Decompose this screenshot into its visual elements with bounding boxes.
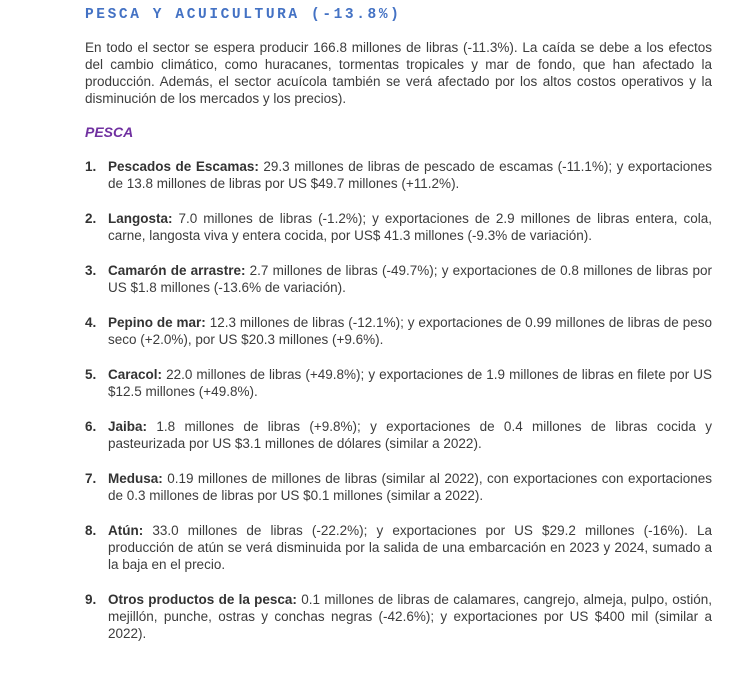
item-label: Medusa: [108, 471, 163, 486]
item-label: Otros productos de la pesca: [108, 592, 297, 607]
list-item-camaron-de-arrastre [85, 262, 712, 296]
item-description: 22.0 millones de libras (+49.8%); y exportaciones de 1.9 millones de libras en filete por US $12.5 millones (+49.8%). [108, 367, 712, 399]
item-number: 4. [85, 315, 97, 330]
item-description: 0.1 millones de libras de calamares, cangrejo, almeja, pulpo, ostión, mejillón, punche, ostras y conchas negras (-42.6%); y exportaciones por US $400 mil (similar a 2022). [108, 592, 712, 641]
item-number: 3. [85, 263, 97, 278]
item-text [108, 470, 712, 504]
item-number: 8. [85, 523, 97, 538]
list-item-atun [85, 522, 712, 573]
item-description: 29.3 millones de libras de pescado de escamas (-11.1%); y exportaciones de 13.8 millones de libras por US $49.7 millones (+11.2%). [108, 159, 712, 191]
item-label: Pescados de Escamas: [108, 159, 259, 174]
list-item-langosta [85, 210, 712, 244]
item-number: 6. [85, 419, 97, 434]
list-item-caracol [85, 366, 712, 400]
item-text [108, 158, 712, 192]
item-description: 1.8 millones de libras (+9.8%); y exportaciones de 0.4 millones de libras cocida y pasteurizada por US $3.1 millones de dólares (similar a 2022). [108, 419, 712, 451]
item-number: 2. [85, 211, 97, 226]
list-item-medusa [85, 470, 712, 504]
item-text [108, 314, 712, 348]
item-label: Pepino de mar: [108, 315, 206, 330]
list-item-pescados-de-escamas [85, 158, 712, 192]
item-description: 0.19 millones de millones de libras (similar al 2022), con exportaciones con exportaciones de 0.3 millones de libras por US $0.1 millones (similar a 2022). [108, 471, 712, 503]
item-text [108, 522, 712, 573]
item-number: 5. [85, 367, 97, 382]
item-number: 7. [85, 471, 97, 486]
document-title: PESCA Y ACUICULTURA (-13.8%) [85, 7, 402, 23]
item-label: Jaiba: [108, 419, 148, 434]
item-text [108, 262, 712, 296]
item-description: 2.7 millones de libras (-49.7%); y exportaciones de 0.8 millones de libras por US $1.8 millones (-13.6% de variación). [108, 263, 712, 295]
item-label: Camarón de arrastre: [108, 263, 246, 278]
item-description: 33.0 millones de libras (-22.2%); y exportaciones por US $29.2 millones (-16%). La producción de atún se verá disminuida por la salida de una embarcación en 2023 y 2024, sumado a la baja en el precio. [108, 523, 712, 572]
item-description: 12.3 millones de libras (-12.1%); y exportaciones de 0.99 millones de libras de peso seco (+2.0%), por US $20.3 millones (+9.6%). [108, 315, 712, 347]
list-item-otros-productos [85, 591, 712, 642]
item-text [108, 366, 712, 400]
item-text [108, 418, 712, 452]
item-label: Langosta: [108, 211, 173, 226]
numbered-list [85, 158, 712, 642]
intro-paragraph: En todo el sector se espera producir 166.8 millones de libras (-11.3%). La caída se debe a los efectos del cambio climático, como huracanes, tormentas tropicales y mar de fondo, que han afectado la producción. Además, el sector acuícola también se verá afectado por los altos costos operativos y la disminución de los mercados y los precios). [85, 40, 712, 106]
item-label: Atún: [108, 523, 144, 538]
item-number: 9. [85, 592, 97, 607]
list-item-jaiba [85, 418, 712, 452]
item-text [108, 591, 712, 642]
section-heading-pesca: PESCA [85, 124, 134, 140]
item-label: Caracol: [108, 367, 163, 382]
list-item-pepino-de-mar [85, 314, 712, 348]
item-text [108, 210, 712, 244]
item-description: 7.0 millones de libras (-1.2%); y exportaciones de 2.9 millones de libras entera, cola, carne, langosta viva y entera cocida, por US$ 41.3 millones (-9.3% de variación). [108, 211, 712, 243]
item-number: 1. [85, 159, 97, 174]
